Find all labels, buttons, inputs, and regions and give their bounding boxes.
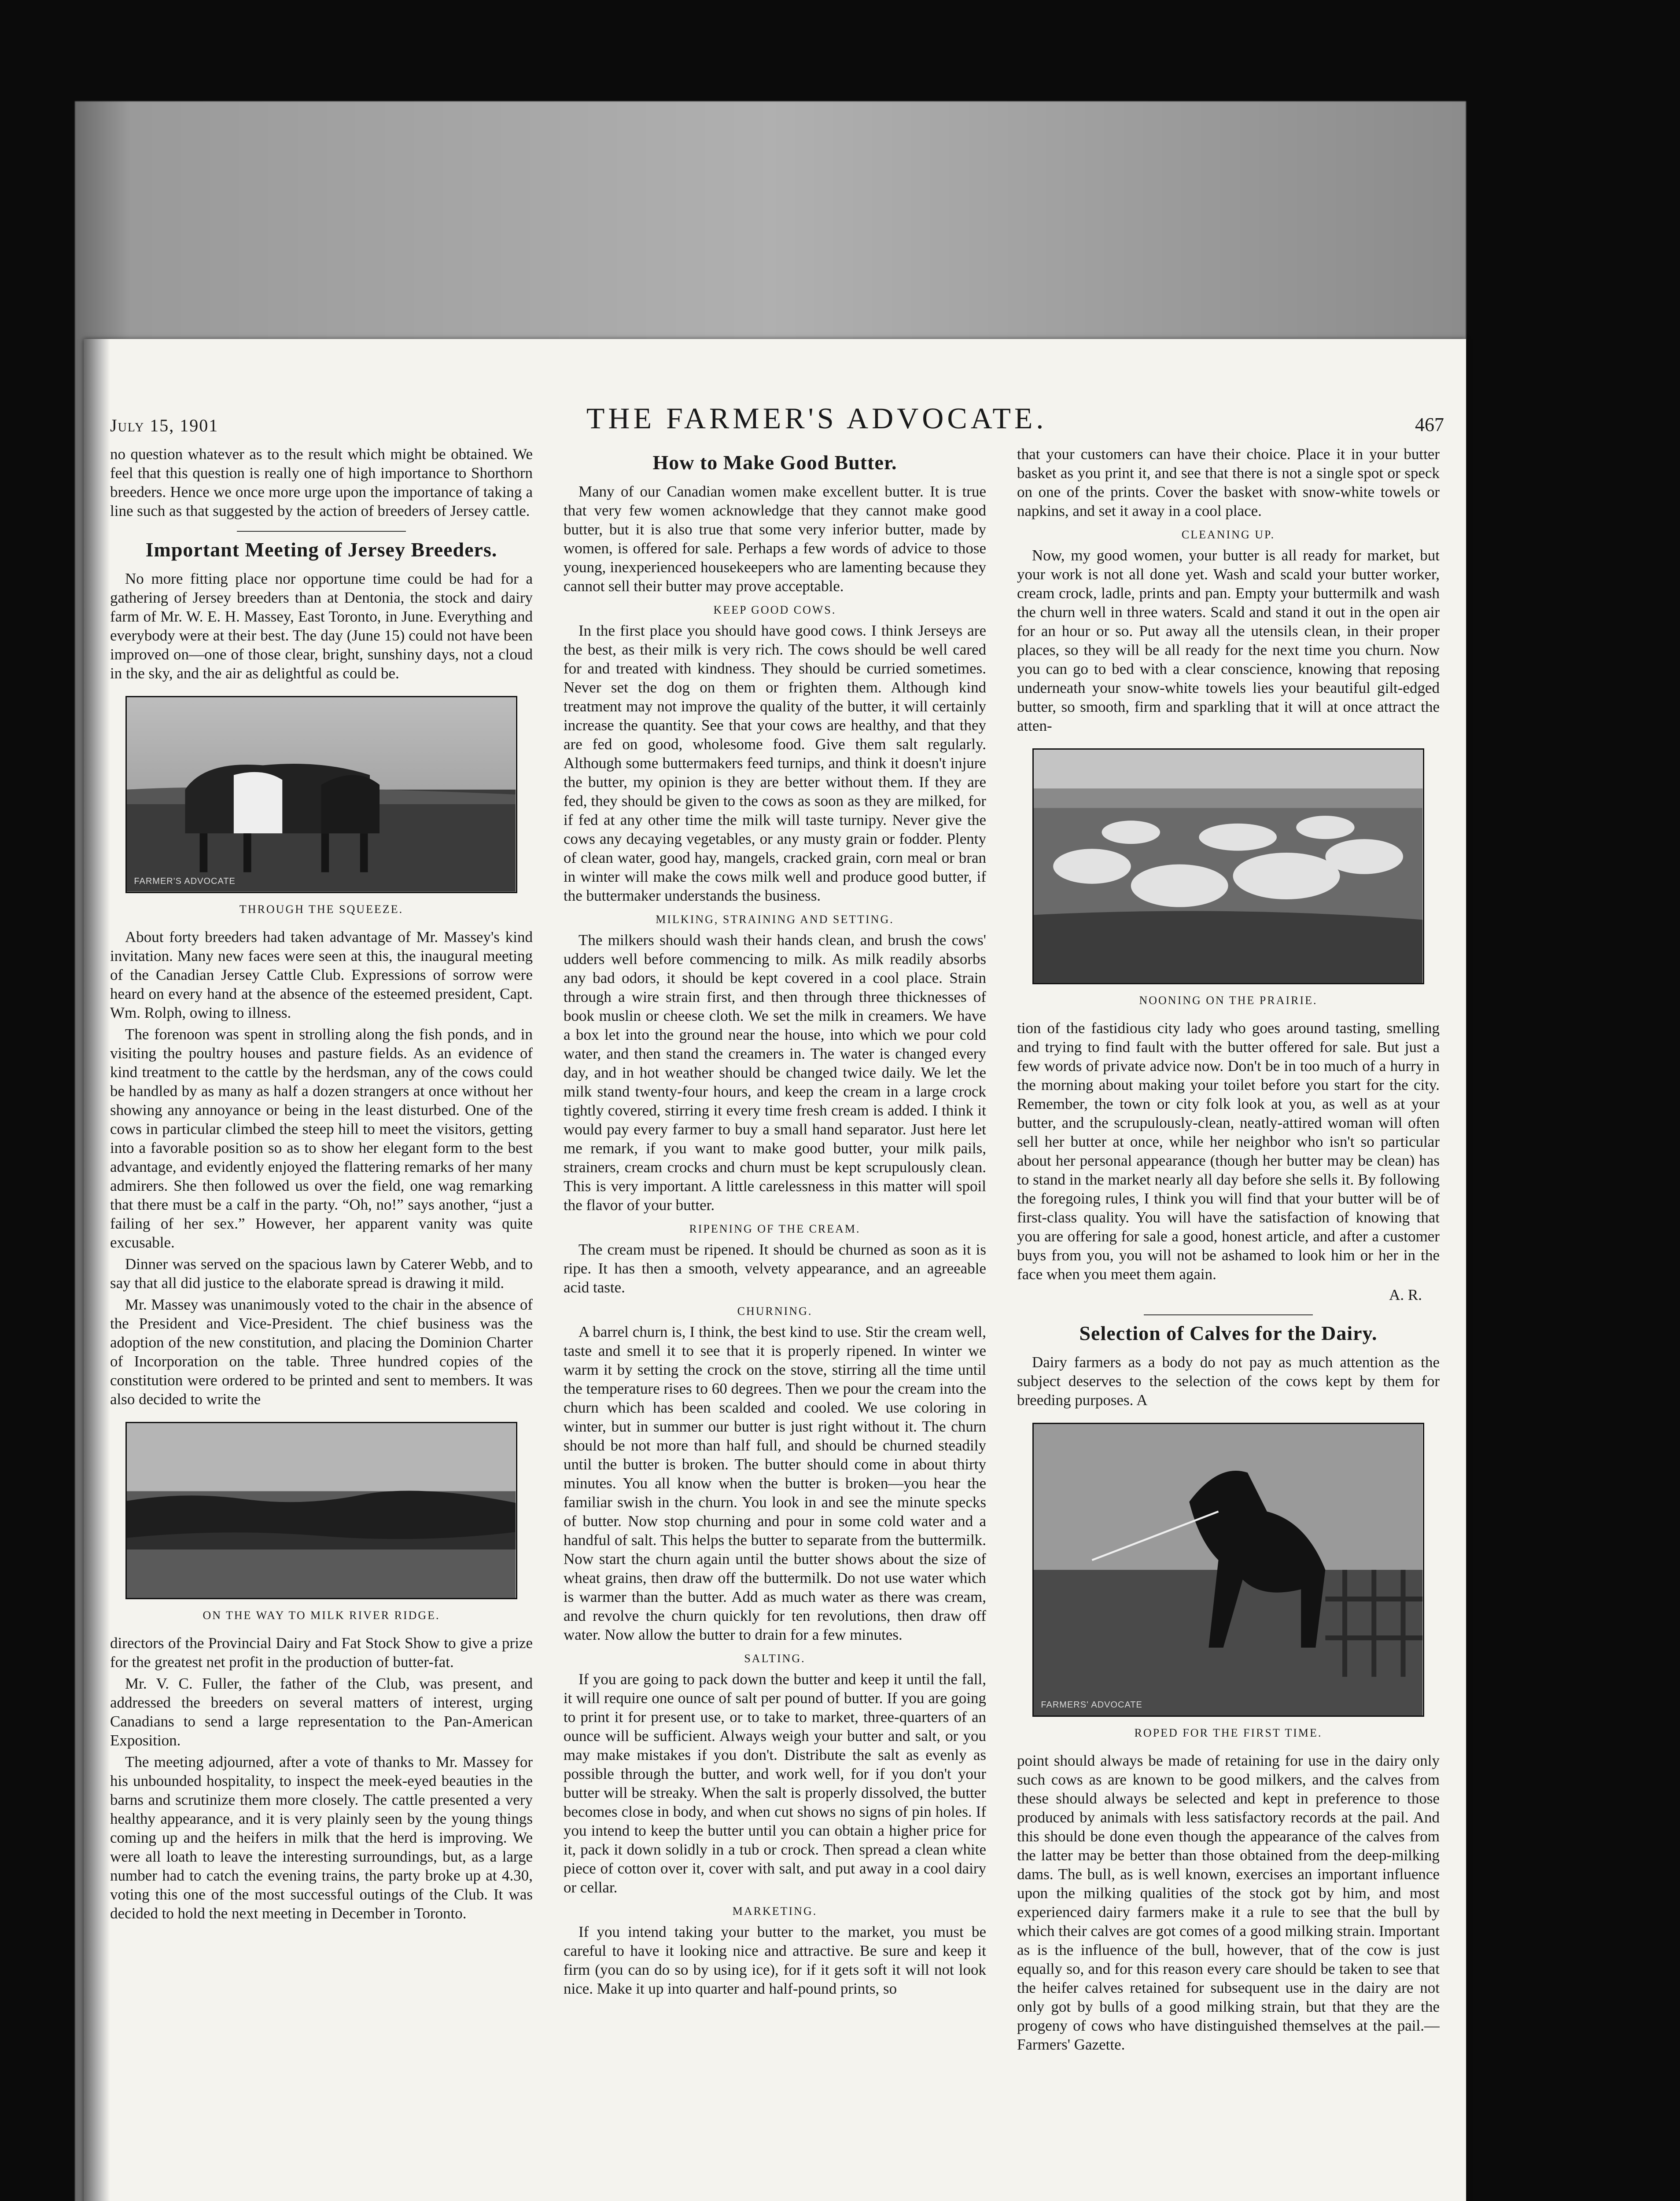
section-heading: CLEANING UP. xyxy=(1181,528,1275,541)
column-left xyxy=(110,445,533,2201)
column-middle xyxy=(564,445,986,2201)
paragraph: A barrel churn is, I think, the best kind to use. Stir the cream well, taste and smell it to see that it is properly ripened. In winter we warm it by setting the crock on the stove, stirring all the time until the temperature rises to 60 degrees. Then we pour the cream into the churn which has been scalded and cooled. We use coloring in winter, but in summer our butter is just right without it. The churn should be not more than half full, and should be churned steadily until the butter is broken. The butter should come in about thirty minutes. You all know when the butter is broken—you hear the familiar swish in the churn. You look in and see the minute specks of butter. Now stop churning and pour in some cold water and a handful of salt. This helps the butter to separate from the buttermilk. Now start the churn again until the butter shows about the size of wheat grains, then draw off the buttermilk. Do not use water which is warmer than the butter. Add as much water as there was cream, and revolve the churn quickly for ten revolutions, then draw off water. Now allow the butter to drain for a few minutes. xyxy=(564,1323,986,1643)
photo-caption: ROPED FOR THE FIRST TIME. xyxy=(1134,1726,1323,1740)
paragraph: If you are going to pack down the butter and keep it until the fall, it will require one ounce of salt per pound of butter. If you are going to print it for present use, or to take to market, three-quarters of an ounce will be sufficient. Always weigh your butter and salt, or you may make mistakes if you don't. Distribute the salt as evenly as possible through the butter, and work well, for if you don't your butter will be streaky. When the salt is properly dissolved, the butter becomes close in body, and when cut shows no signs of pin holes. If you intend to keep the butter until you can obtain a higher price for it, pack it down solidly in a tub or crock. Then spread a clean white piece of cotton over it, cover with salt, and put away in a cool dairy or cellar. xyxy=(564,1671,986,1896)
paragraph: The milkers should wash their hands clean, and brush the cows' udders well before commencing to milk. As milk readily absorbs any bad odors, it should be kept covered in a cool place. Strain through a wire strain first, and then through three thicknesses of book muslin or cheese cloth. We set the milk in creamers. We have a box let into the ground near the house, into which we pour cold water, and then stand the creamers in. The water is changed every day, and in hot weather should be changed twice daily. We let the milk stand twenty-four hours, and keep the cream in a large crock tightly covered, stirring it every time fresh cream is added. I think it would pay every farmer to buy a small hand separator. Just here let me remark, if you want to make good butter, your milk pails, strainers, cream crocks and churn must be kept scrupulously clean. This is very important. A little carelessness in this matter will spoil the flavor of your butter. xyxy=(564,931,986,1214)
section-heading: SALTING. xyxy=(744,1652,806,1665)
paragraph: The cream must be ripened. It should be churned as soon as it is ripe. It has then a smooth, velvety appearance, and an agreeable acid taste. xyxy=(564,1241,986,1296)
section-heading: MARKETING. xyxy=(732,1905,818,1918)
paragraph: No more fitting place nor opportune time could be had for a gathering of Jersey breeders than at Dentonia, the stock and dairy farm of Mr. W. E. H. Massey, East Toronto, in June. Everything and everybody were at their best. The day (June 15) could not have been improved on—one of those clear, bright, sunshiny days, not a cloud in the sky, and the air as delightful as could be. xyxy=(110,570,533,682)
photo-caption: THROUGH THE SQUEEZE. xyxy=(239,902,404,916)
section-heading: RIPENING OF THE CREAM. xyxy=(689,1222,861,1235)
photo-roped-for-first-time xyxy=(1032,1423,1424,1717)
paragraph: Mr. Massey was unanimously voted to the chair in the absence of the President and Vice-President. The chief business was the adoption of the new constitution, and placing the Dominion Charter of Incorporation on the table. Three hundred copies of the constitution were ordered to be printed and sent to members. It was also decided to write the xyxy=(110,1296,533,1408)
section-heading: MILKING, STRAINING AND SETTING. xyxy=(656,913,894,926)
page-number: 467 xyxy=(1415,414,1444,435)
paragraph: Many of our Canadian women make excellent butter. It is true that very few women acknowledge that they cannot make good butter, but it is also true that some very inferior butter, made by women, is offered for sale. Perhaps a few words of advice to those young, inexperienced housekeepers who are lamenting because they cannot sell their butter may prove acceptable. xyxy=(564,483,986,595)
paragraph: tion of the fastidious city lady who goes around tasting, smelling and trying to find fault with the butter offered for sale. But just a few words of private advice now. Don't be in too much of a hurry in the morning about making your toilet before you start for the city. Remember, the town or city folk look at you, as well as at your butter, and the scrupulously-clean, neatly-attired woman will often sell her butter at once, while her neighbor who isn't so particular about her personal appearance (though her butter may be clean) has to stand in the market nearly all day before she sells it. By following the foregoing rules, I think you will find that your butter will be of first-class quality. You will have the satisfaction of knowing that you are offering for sale a good, honest article, and after a customer buys from you, you will not be ashamed to look him or her in the face when you meet them again. xyxy=(1017,1019,1440,1283)
paragraph: In the first place you should have good cows. I think Jerseys are the best, as their milk is very rich. The cows should be well cared for and treated with kindness. They should be curried sometimes. Never set the dog on them or frighten them. Although kind treatment may not improve the quality of the butter, it will certainly increase the quantity. See that your cows are healthy, and that they are fed on good, wholesome food. Give them salt regularly. Although some buttermakers feed turnips, and think it doesn't injure the butter, my opinion is they are better without them. If they are fed, they should be given to the cows as soon as they are milked, for if fed at any other time the milk will taste turnipy. Never give the cows any decaying vegetables, or any musty grain or fodder. Plenty of clean water, good hay, mangels, cracked grain, corn meal or bran in winter will make the cows milk well and produce good butter, if the buttermaker understands the business. xyxy=(564,622,986,904)
issue-date: July 15, 1901 xyxy=(110,416,219,435)
paragraph: that your customers can have their choice. Place it in your butter basket as you print it, and see that there is not a single spot or speck on one of the prints. Cover the basket with snow-white towels or napkins, and set it away in a cool place. xyxy=(1017,445,1440,519)
paragraph: Dinner was served on the spacious lawn by Caterer Webb, and to say that all did justice to the elaborate spread is drawing it mild. xyxy=(110,1255,533,1292)
photo-watermark: FARMERS' ADVOCATE xyxy=(1041,1700,1142,1710)
section-heading: CHURNING. xyxy=(737,1305,813,1318)
paragraph: Now, my good women, your butter is all ready for market, but your work is not all done yet. Wash and scald your butter worker, cream crock, ladle, prints and pan. Empty your buttermilk and wash the churn well in three waters. Scald and stand it out in the open air for an hour or so. Put away all the utensils clean, in their proper places, so they will be all ready for the next time you churn. Now you can go to bed with a clear conscience, knowing that reposing underneath your snow-white towels lies your beautiful gilt-edged butter, so smooth, firm and sparkling that it will at once attract the atten- xyxy=(1017,547,1440,734)
paragraph: point should always be made of retaining for use in the dairy only such cows as are known to be good milkers, and the calves from these should always be selected and kept in preference to those produced by animals with less satisfactory records at the pail. And this should be done even though the appearance of the calves from the latter may be better than those obtained from the deep-milking dams. The bull, as is well known, exercises an important influence upon the milking qualities of the stock got by him, and most experienced dairy farmers make it a rule to see that the bull by which their calves are got comes of a good milking strain. Important as is the influence of the bull, however, that of the cow is just equally so, and for this reason every care should be taken to see that the heifer calves retained for subsequent use in the dairy are not only got by bulls of a good milking strain, but that they are the progeny of cows who have distinguished themselves at the pail.—Farmers' Gazette. xyxy=(1017,1752,1440,2054)
paragraph: About forty breeders had taken advantage of Mr. Massey's kind invitation. Many new faces were seen at this, the inaugural meeting of the Canadian Jersey Cattle Club. Expressions of sorrow were heard on every hand at the absence of the esteemed president, Capt. Wm. Rolph, owing to illness. xyxy=(110,928,533,1021)
section-heading: KEEP GOOD COWS. xyxy=(713,604,836,616)
paragraph: Mr. V. C. Fuller, the father of the Club, was present, and addressed the breeders on several matters of interest, urging Canadians to send a large representation to the Pan-American Exposition. xyxy=(110,1675,533,1749)
author-signature: A. R. xyxy=(1389,1286,1422,1303)
paragraph: If you intend taking your butter to the market, you must be careful to have it looking nice and attractive. Be sure and keep it firm (you can do so by using ice), for if it gets soft it will not look nice. Make it up into quarter and half-pound prints, so xyxy=(564,1923,986,1997)
newspaper-page xyxy=(84,339,1466,2201)
column-right xyxy=(1017,445,1440,2201)
paragraph: Dairy farmers as a body do not pay as much attention as the subject deserves to the selection of the cows kept by them for breeding purposes. A xyxy=(1017,1353,1440,1409)
paragraph: The meeting adjourned, after a vote of thanks to Mr. Massey for his unbounded hospitality, to inspect the meek-eyed beauties in the barns and scrutinize them more closely. The cattle presented a very healthy appearance, and it is very plainly seen by the young things coming up and the heifers in milk that the herd is improving. We were all loath to leave the interesting surroundings, but, as a large number had to catch the evening trains, the party broke up at 4.30, voting this one of the most successful outings of the Club. It was decided to hold the next meeting in December in Toronto. xyxy=(110,1753,533,1922)
photo-caption: ON THE WAY TO MILK RIVER RIDGE. xyxy=(203,1609,440,1622)
article-title-jersey-breeders: Important Meeting of Jersey Breeders. xyxy=(145,538,497,561)
page-spine xyxy=(84,339,110,2201)
photo-through-the-squeeze xyxy=(125,696,517,893)
article-title-selection-of-calves: Selection of Calves for the Dairy. xyxy=(1079,1321,1378,1344)
page-header xyxy=(110,392,1444,436)
paragraph: directors of the Provincial Dairy and Fat Stock Show to give a prize for the greatest net profit in the production of butter-fat. xyxy=(110,1634,533,1671)
masthead: THE FARMER'S ADVOCATE. xyxy=(586,401,1047,435)
photo-milk-river-ridge xyxy=(125,1422,517,1599)
paragraph: no question whatever as to the result which might be obtained. We feel that this question is really one of high importance to Shorthorn breeders. Hence we once more urge upon the importance of taking a line such as that suggested by the action of breeders of Jersey cattle. xyxy=(110,445,533,519)
photo-caption: NOONING ON THE PRAIRIE. xyxy=(1139,994,1318,1007)
divider xyxy=(1144,1314,1313,1315)
article-title-good-butter: How to Make Good Butter. xyxy=(652,451,897,474)
divider xyxy=(237,531,406,532)
article-columns xyxy=(110,445,1440,2201)
paragraph: The forenoon was spent in strolling along the fish ponds, and in visiting the poultry houses and pasture fields. As an evidence of kind treatment to the cattle by the herdsman, any of the cows could be handled by as many as half a dozen strangers at once without her showing any annoyance or being in the least disturbed. One of the cows in particular climbed the steep hill to meet the visitors, getting into a favorable position so as to show her elegant form to the best advantage, and evidently enjoyed the flattering remarks of her many admirers. She then followed us over the field, one wag remarking that there must be a calf in the party. “Oh, no!” says another, “just a failing of her sex.” However, her apparent vanity was quite excusable. xyxy=(110,1025,533,1251)
photo-nooning-on-prairie xyxy=(1032,748,1424,984)
photo-watermark: FARMER'S ADVOCATE xyxy=(134,876,236,886)
